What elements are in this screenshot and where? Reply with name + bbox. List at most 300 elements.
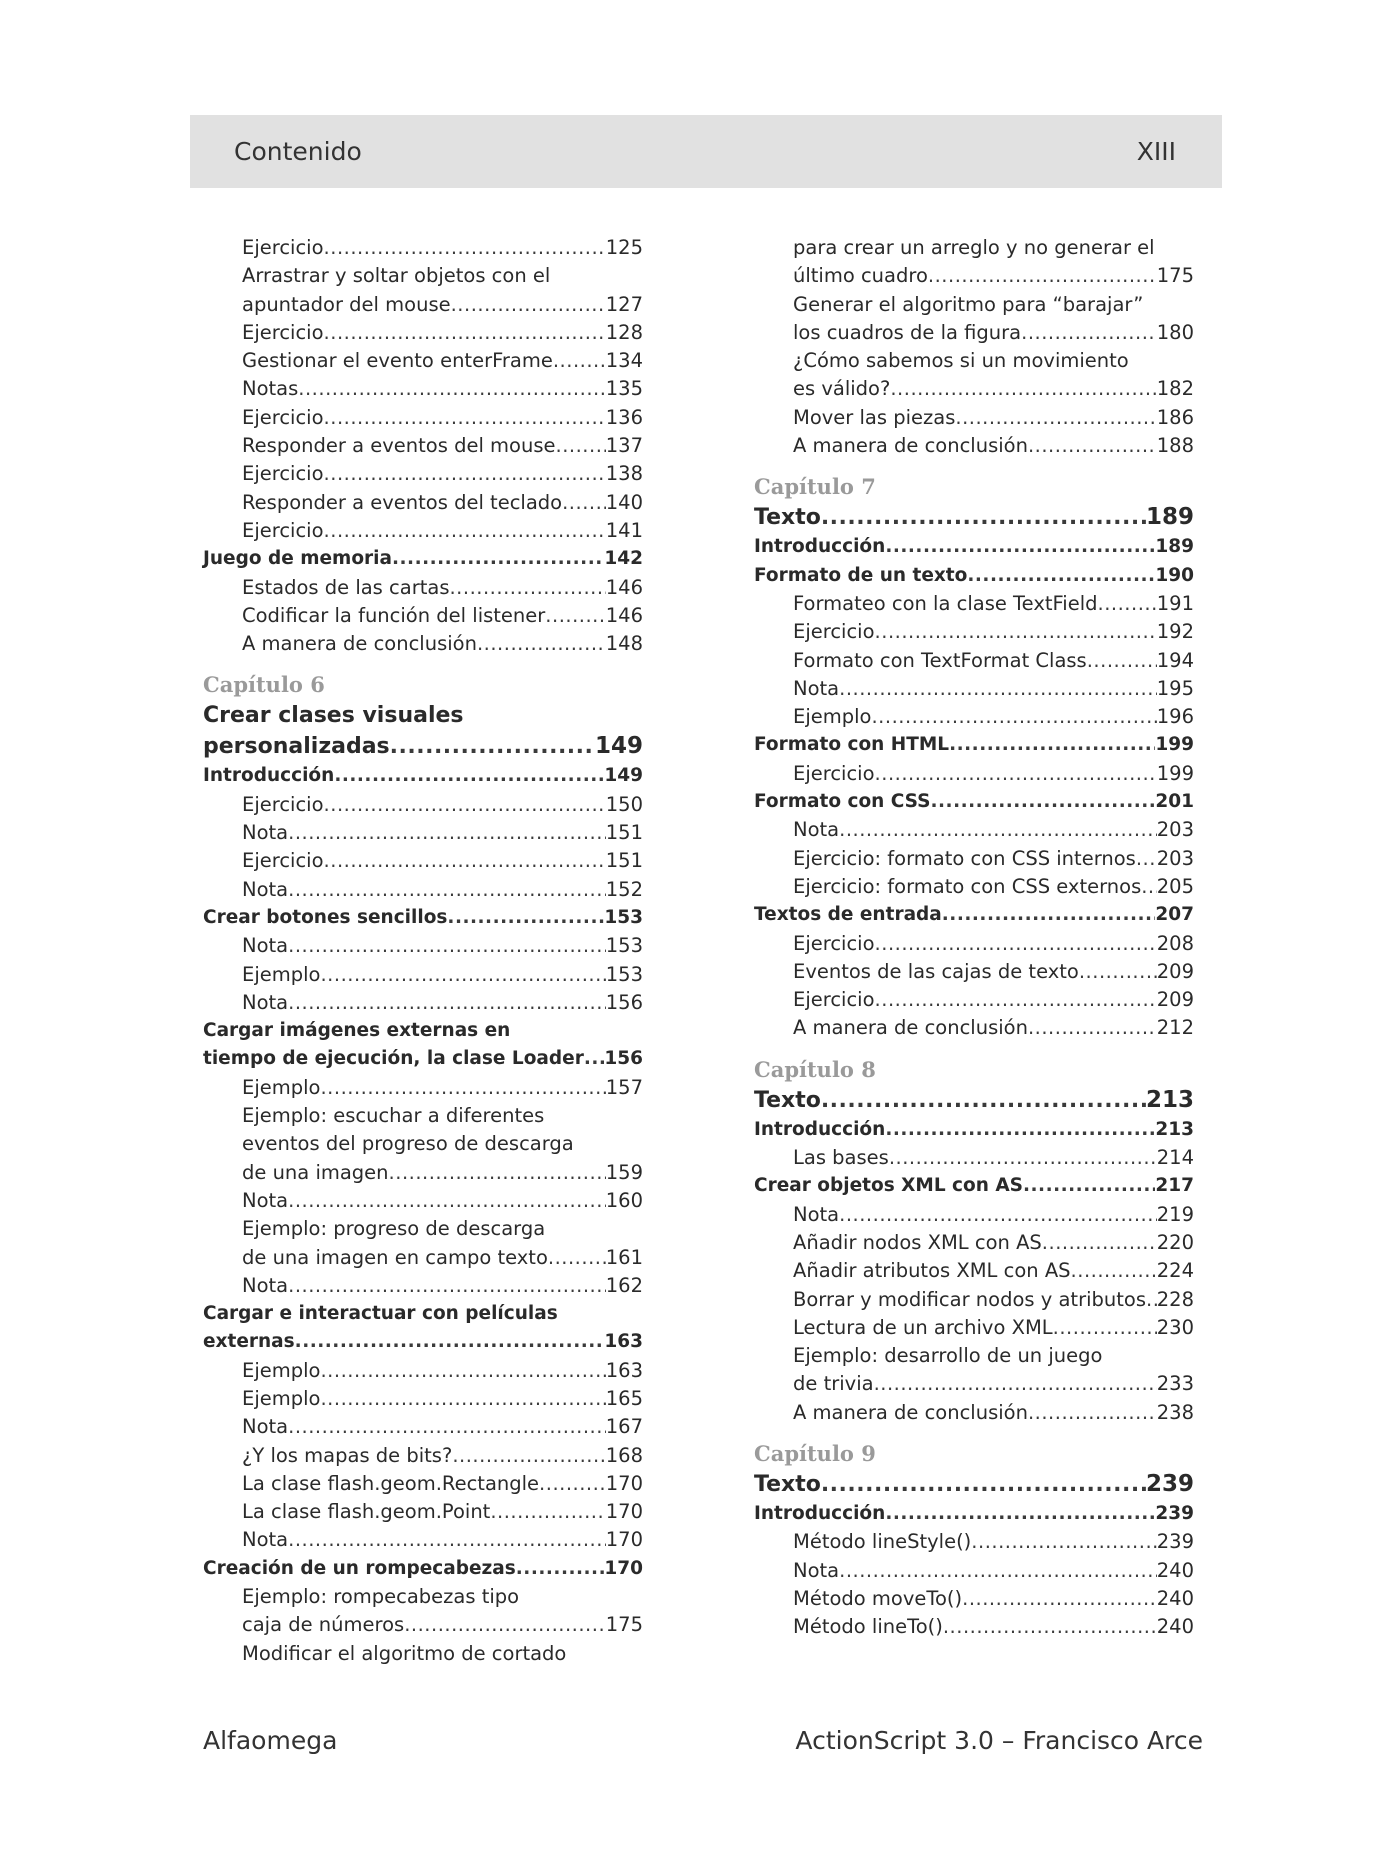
toc-entry-text: Nota	[242, 1188, 289, 1212]
dot-leader	[324, 460, 606, 488]
toc-entry-text: Nota	[242, 934, 289, 958]
toc-entry-continuation	[754, 234, 1194, 262]
toc-entry	[754, 618, 1194, 646]
toc-entry-continuation	[754, 291, 1194, 319]
toc-entry-text: apuntador del mouse	[242, 292, 451, 316]
dot-leader	[943, 1613, 1157, 1641]
toc-entry	[203, 791, 643, 819]
dot-leader	[928, 262, 1157, 290]
toc-entry-text: A manera de conclusión	[793, 1400, 1028, 1424]
toc-entry-text: Ejercicio	[242, 849, 324, 873]
toc-entry	[203, 630, 643, 658]
toc-page-number: 213	[1155, 1118, 1194, 1140]
dot-leader	[885, 533, 1155, 561]
toc-entry-text: Ejemplo: desarrollo de un juego	[793, 1344, 1103, 1368]
toc-entry	[203, 989, 643, 1017]
dot-leader	[1023, 1172, 1155, 1200]
dot-leader	[1021, 319, 1157, 347]
toc-entry-text: Formato de un texto	[754, 564, 968, 586]
toc-entry	[754, 958, 1194, 986]
toc-entry	[754, 816, 1194, 844]
toc-entry-text: A manera de conclusión	[242, 632, 477, 656]
toc-page-number: 201	[1155, 791, 1194, 813]
toc-entry-text: Ejercicio	[793, 988, 875, 1012]
toc-entry-text: Codificar la función del listener	[242, 603, 546, 627]
toc-page-number: 213	[1145, 1086, 1194, 1113]
toc-entry	[754, 1528, 1194, 1556]
toc-page-number: 205	[1156, 874, 1194, 898]
toc-page-number: 239	[1155, 1502, 1194, 1524]
dot-leader	[324, 791, 606, 819]
dot-leader	[392, 545, 604, 573]
toc-page-number: 146	[605, 575, 643, 599]
toc-entry-text: Nota	[793, 676, 840, 700]
toc-page-number: 127	[605, 292, 643, 316]
toc-page-number: 156	[605, 990, 643, 1014]
toc-entry	[203, 432, 643, 460]
toc-page-number: 135	[605, 377, 643, 401]
toc-entry-text: Ejemplo: escuchar a diferentes	[242, 1104, 545, 1128]
toc-page-number: 203	[1156, 818, 1194, 842]
toc-entry-continuation	[203, 1215, 643, 1243]
toc-entry-text: Ejemplo	[242, 1358, 321, 1382]
dot-leader	[324, 404, 606, 432]
dot-leader	[875, 930, 1157, 958]
dot-leader	[1042, 1229, 1157, 1257]
toc-entry-text: Las bases	[793, 1146, 889, 1170]
dot-leader	[295, 1328, 605, 1356]
dot-leader	[320, 1385, 605, 1413]
toc-entry	[754, 760, 1194, 788]
toc-entry-text: de trivia	[793, 1372, 874, 1396]
dot-leader	[874, 1370, 1157, 1398]
toc-entry-text: Formateo con la clase TextField	[793, 591, 1098, 615]
toc-entry	[754, 1229, 1194, 1257]
toc-entry	[203, 460, 643, 488]
toc-page-number: 161	[605, 1245, 643, 1269]
toc-entry	[754, 1613, 1194, 1641]
dot-leader	[1053, 1314, 1157, 1342]
toc-page-number: 141	[605, 518, 643, 542]
chapter-label: Capítulo 8	[754, 1056, 876, 1082]
toc-entry-text: Arrastrar y soltar objetos con el	[242, 264, 551, 288]
toc-entry	[203, 1074, 643, 1102]
dot-leader	[324, 517, 606, 545]
toc-entry	[754, 1469, 1194, 1500]
toc-entry-continuation	[203, 1640, 643, 1668]
toc-entry-text: Ejemplo	[242, 1386, 321, 1410]
toc-entry	[203, 291, 643, 319]
toc-entry-text: Crear botones sencillos	[203, 906, 448, 928]
toc-entry-text: Juego de memoria	[203, 548, 392, 570]
toc-entry	[203, 489, 643, 517]
toc-entry	[203, 932, 643, 960]
toc-entry	[203, 1470, 643, 1498]
toc-entry-text: Texto	[754, 1087, 821, 1113]
toc-entry-text: La clase flash.geom.Rectangle	[242, 1471, 540, 1495]
toc-entry	[754, 675, 1194, 703]
dot-leader	[288, 1272, 606, 1300]
toc-page-number: 160	[605, 1188, 643, 1212]
toc-entry-text: Nota	[242, 990, 289, 1014]
toc-entry	[203, 1328, 643, 1356]
dot-leader	[320, 1357, 605, 1385]
toc-page-number: 219	[1156, 1202, 1194, 1226]
dot-leader	[324, 234, 606, 262]
dot-leader	[885, 1500, 1155, 1528]
toc-page-number: 146	[605, 603, 643, 627]
toc-entry	[203, 1385, 643, 1413]
toc-page-number: 220	[1156, 1230, 1194, 1254]
toc-entry	[754, 1172, 1194, 1200]
toc-entry-text: Introducción	[754, 1502, 886, 1524]
toc-entry-continuation	[203, 1102, 643, 1130]
toc-entry	[203, 602, 643, 630]
toc-page-number: 162	[605, 1273, 643, 1297]
dot-leader	[334, 762, 604, 790]
dot-leader	[931, 788, 1156, 816]
toc-entry	[203, 904, 643, 932]
dot-leader	[320, 1074, 605, 1102]
toc-entry	[754, 432, 1194, 460]
toc-entry-text: Nota	[793, 1202, 840, 1226]
toc-entry	[754, 1201, 1194, 1229]
toc-page-number: 150	[605, 792, 643, 816]
toc-page-number: 153	[604, 906, 643, 928]
dot-leader	[288, 1413, 606, 1441]
toc-entry	[754, 1116, 1194, 1144]
toc-entry-text: Formato con HTML	[754, 734, 950, 756]
toc-page-number: 196	[1156, 705, 1194, 729]
toc-entry-text: Nota	[242, 1273, 289, 1297]
toc-page-number: 170	[605, 1528, 643, 1552]
dot-leader	[548, 1244, 606, 1272]
dot-leader	[539, 1470, 606, 1498]
toc-entry-text: Texto	[754, 505, 821, 531]
toc-page-number: 149	[594, 733, 643, 760]
dot-leader	[871, 703, 1156, 731]
toc-page-number: 148	[605, 632, 643, 656]
toc-entry-text: Modificar el algoritmo de cortado	[242, 1641, 567, 1665]
toc-page-number: 159	[605, 1160, 643, 1184]
toc-entry-text: Ejercicio	[242, 518, 324, 542]
dot-leader	[839, 1201, 1157, 1229]
dot-leader	[1098, 590, 1157, 618]
dot-leader	[967, 562, 1155, 590]
dot-leader	[890, 375, 1156, 403]
toc-entry-text: Ejercicio	[793, 931, 875, 955]
toc-entry-text: Nota	[793, 818, 840, 842]
toc-entry	[754, 1500, 1194, 1528]
dot-leader	[490, 1498, 605, 1526]
toc-entry-text: último cuadro	[793, 264, 928, 288]
toc-entry	[754, 502, 1194, 533]
toc-entry-text: Ejercicio: formato con CSS externos	[793, 874, 1142, 898]
chapter-title: Crear clases visuales	[203, 703, 464, 729]
toc-entry-text: Responder a eventos del mouse	[242, 434, 556, 458]
dot-leader	[1146, 1286, 1157, 1314]
toc-entry	[754, 1085, 1194, 1116]
dot-leader	[320, 961, 605, 989]
dot-leader	[288, 989, 606, 1017]
toc-entry	[754, 647, 1194, 675]
toc-entry-text: caja de números	[242, 1613, 405, 1637]
toc-entry-continuation	[203, 1300, 643, 1328]
chapter-label: Capítulo 7	[754, 474, 876, 500]
dot-leader	[324, 847, 606, 875]
footer-publisher: Alfaomega	[203, 1726, 338, 1755]
dot-leader	[516, 1555, 605, 1583]
toc-page-number: 153	[605, 962, 643, 986]
toc-entry-text: Notas	[242, 377, 299, 401]
toc-page-number: 209	[1156, 988, 1194, 1012]
dot-leader	[1028, 1014, 1157, 1042]
toc-entry	[203, 1159, 643, 1187]
toc-entry	[203, 574, 643, 602]
toc-page-number: 189	[1145, 504, 1194, 531]
toc-entry-text: es válido?	[793, 377, 891, 401]
toc-page-number: 228	[1156, 1287, 1194, 1311]
dot-leader	[1071, 1257, 1157, 1285]
toc-entry	[754, 873, 1194, 901]
toc-page-number: 151	[605, 849, 643, 873]
toc-page-number: 134	[605, 349, 643, 373]
toc-page-number: 180	[1156, 320, 1194, 344]
toc-entry	[203, 1187, 643, 1215]
toc-page-number: 175	[605, 1613, 643, 1637]
toc-entry-text: Gestionar el evento enterFrame	[242, 349, 553, 373]
toc-page-number: 186	[1156, 405, 1194, 429]
dot-leader	[556, 432, 606, 460]
toc-entry-text: Nota	[242, 821, 289, 845]
toc-entry	[754, 1014, 1194, 1042]
page-number: XIII	[1136, 137, 1176, 166]
toc-entry	[754, 731, 1194, 759]
dot-leader	[821, 502, 1146, 533]
toc-entry-text: Ejercicio	[793, 620, 875, 644]
toc-entry	[754, 703, 1194, 731]
toc-entry-text: Lectura de un archivo XML	[793, 1315, 1053, 1339]
toc-page-number: 240	[1156, 1586, 1194, 1610]
dot-leader	[288, 932, 606, 960]
toc-entry-text: Nota	[242, 1528, 289, 1552]
toc-entry-text: Responder a eventos del teclado	[242, 490, 563, 514]
toc-entry-text: Generar el algoritmo para “barajar”	[793, 292, 1144, 316]
toc-page-number: 156	[604, 1048, 643, 1070]
toc-page-number: 190	[1155, 564, 1194, 586]
toc-page-number: 212	[1156, 1016, 1194, 1040]
toc-entry	[754, 262, 1194, 290]
dot-leader	[949, 731, 1155, 759]
dot-leader	[447, 904, 604, 932]
toc-entry-text: Borrar y modificar nodos y atributos	[793, 1287, 1146, 1311]
chapter-label: Capítulo 6	[203, 672, 325, 698]
toc-entry	[754, 319, 1194, 347]
toc-page-number: 168	[605, 1443, 643, 1467]
dot-leader	[288, 1526, 606, 1554]
dot-leader	[584, 1045, 605, 1073]
toc-page-number: 128	[605, 320, 643, 344]
toc-page-number: 163	[604, 1331, 643, 1353]
toc-entry	[203, 762, 643, 790]
toc-page-number: 182	[1156, 377, 1194, 401]
dot-leader	[821, 1085, 1146, 1116]
dot-leader	[875, 986, 1157, 1014]
toc-entry-text: Crear objetos XML con AS	[754, 1175, 1023, 1197]
toc-page-number: 238	[1156, 1400, 1194, 1424]
toc-entry	[754, 590, 1194, 618]
dot-leader	[477, 630, 606, 658]
toc-page-number: 136	[605, 405, 643, 429]
toc-page-number: 208	[1156, 931, 1194, 955]
dot-leader	[1028, 1399, 1157, 1427]
dot-leader	[389, 1159, 606, 1187]
toc-entry	[203, 1526, 643, 1554]
toc-entry	[203, 1357, 643, 1385]
toc-entry	[754, 1399, 1194, 1427]
toc-entry-text: Ejercicio	[242, 320, 324, 344]
dot-leader	[839, 816, 1157, 844]
toc-page-number: 195	[1156, 676, 1194, 700]
toc-entry-text: Método lineStyle()	[793, 1530, 972, 1554]
dot-leader	[875, 760, 1157, 788]
toc-entry	[203, 731, 643, 762]
toc-entry	[203, 1442, 643, 1470]
toc-entry-text: externas	[203, 1331, 295, 1353]
dot-leader	[288, 876, 606, 904]
toc-page-number: 170	[605, 1471, 643, 1495]
toc-entry	[203, 517, 643, 545]
toc-entry	[754, 1585, 1194, 1613]
toc-entry	[754, 375, 1194, 403]
toc-entry-text: La clase flash.geom.Point	[242, 1500, 491, 1524]
toc-page-number: 188	[1156, 434, 1194, 458]
toc-page-number: 239	[1156, 1530, 1194, 1554]
dot-leader	[962, 1585, 1157, 1613]
dot-leader	[298, 375, 605, 403]
toc-page-number: 170	[604, 1557, 643, 1579]
toc-page-number: 230	[1156, 1315, 1194, 1339]
toc-entry-text: Nota	[793, 1558, 840, 1582]
dot-leader	[942, 901, 1156, 929]
toc-entry-continuation	[203, 1017, 643, 1045]
dot-leader	[885, 1116, 1155, 1144]
dot-leader	[452, 1442, 605, 1470]
toc-page-number: 199	[1156, 761, 1194, 785]
toc-entry-text: A manera de conclusión	[793, 1016, 1028, 1040]
toc-page-number: 239	[1145, 1470, 1194, 1497]
toc-entry-text: para crear un arreglo y no generar el	[793, 236, 1155, 259]
toc-entry	[203, 1498, 643, 1526]
toc-left-column	[203, 234, 643, 1668]
toc-entry-text: Cargar imágenes externas en	[203, 1020, 511, 1042]
toc-entry-continuation	[754, 347, 1194, 375]
dot-leader	[288, 819, 606, 847]
toc-entry-continuation	[754, 1342, 1194, 1370]
dot-leader	[404, 1611, 606, 1639]
toc-page-number: 240	[1156, 1558, 1194, 1582]
toc-entry-text: Texto	[754, 1471, 821, 1497]
toc-entry-text: Creación de un rompecabezas	[203, 1557, 516, 1579]
dot-leader	[971, 1528, 1156, 1556]
toc-page-number: 167	[605, 1415, 643, 1439]
toc-entry-text: eventos del progreso de descarga	[242, 1132, 574, 1156]
toc-entry	[203, 876, 643, 904]
toc-entry-text: Ejemplo	[242, 1075, 321, 1099]
toc-entry	[754, 1144, 1194, 1172]
toc-page-number: 142	[604, 548, 643, 570]
toc-page-number: 163	[605, 1358, 643, 1382]
toc-entry-text: Añadir nodos XML con AS	[793, 1230, 1042, 1254]
toc-entry-text: Formato con CSS	[754, 791, 931, 813]
toc-entry	[203, 961, 643, 989]
dot-leader	[821, 1469, 1146, 1500]
toc-entry	[754, 1370, 1194, 1398]
toc-page-number: 152	[605, 877, 643, 901]
toc-entry	[754, 788, 1194, 816]
toc-entry-text: A manera de conclusión	[793, 434, 1028, 458]
toc-entry-text: Ejercicio	[793, 761, 875, 785]
toc-page-number: 199	[1155, 734, 1194, 756]
toc-entry	[203, 847, 643, 875]
dot-leader	[449, 574, 605, 602]
toc-entry-text: Método moveTo()	[793, 1586, 963, 1610]
toc-entry-text: los cuadros de la figura	[793, 320, 1022, 344]
toc-entry-text: de una imagen en campo texto	[242, 1245, 548, 1269]
toc-entry-text: Cargar e interactuar con películas	[203, 1303, 558, 1325]
toc-entry	[203, 1244, 643, 1272]
toc-page-number: 125	[605, 236, 643, 259]
toc-entry	[754, 404, 1194, 432]
dot-leader	[1141, 873, 1157, 901]
toc-entry	[203, 1272, 643, 1300]
toc-page-number: 191	[1156, 591, 1194, 615]
toc-entry	[203, 404, 643, 432]
dot-leader	[1087, 647, 1157, 675]
dot-leader	[839, 1557, 1157, 1585]
dot-leader	[562, 489, 606, 517]
toc-entry-text: Método lineTo()	[793, 1615, 943, 1639]
section-title: Contenido	[234, 137, 362, 166]
toc-page-number: 157	[605, 1075, 643, 1099]
toc-entry-text: Eventos de las cajas de texto	[793, 959, 1079, 983]
toc-page-number: 214	[1156, 1146, 1194, 1170]
toc-page-number: 194	[1156, 648, 1194, 672]
toc-page-number: 217	[1155, 1175, 1194, 1197]
toc-page-number: 153	[605, 934, 643, 958]
toc-entry-text: Ejercicio	[242, 462, 324, 486]
toc-entry-text: Introducción	[754, 1118, 886, 1140]
toc-entry	[203, 819, 643, 847]
toc-entry	[754, 845, 1194, 873]
dot-leader	[324, 319, 606, 347]
toc-entry-text: Ejemplo	[793, 705, 872, 729]
toc-entry	[203, 347, 643, 375]
toc-page-number: 151	[605, 821, 643, 845]
toc-entry-text: Mover las piezas	[793, 405, 956, 429]
dot-leader	[390, 731, 595, 762]
toc-entry-text: ¿Y los mapas de bits?	[242, 1443, 453, 1467]
dot-leader	[839, 675, 1157, 703]
chapter-label: Capítulo 9	[754, 1440, 876, 1466]
toc-entry-text: Ejercicio	[242, 792, 324, 816]
toc-entry-text: Nota	[242, 1415, 289, 1439]
toc-entry-text: personalizadas	[203, 734, 390, 760]
toc-entry-text: de una imagen	[242, 1160, 389, 1184]
toc-page-number: 165	[605, 1386, 643, 1410]
toc-entry	[203, 1555, 643, 1583]
dot-leader	[288, 1187, 606, 1215]
